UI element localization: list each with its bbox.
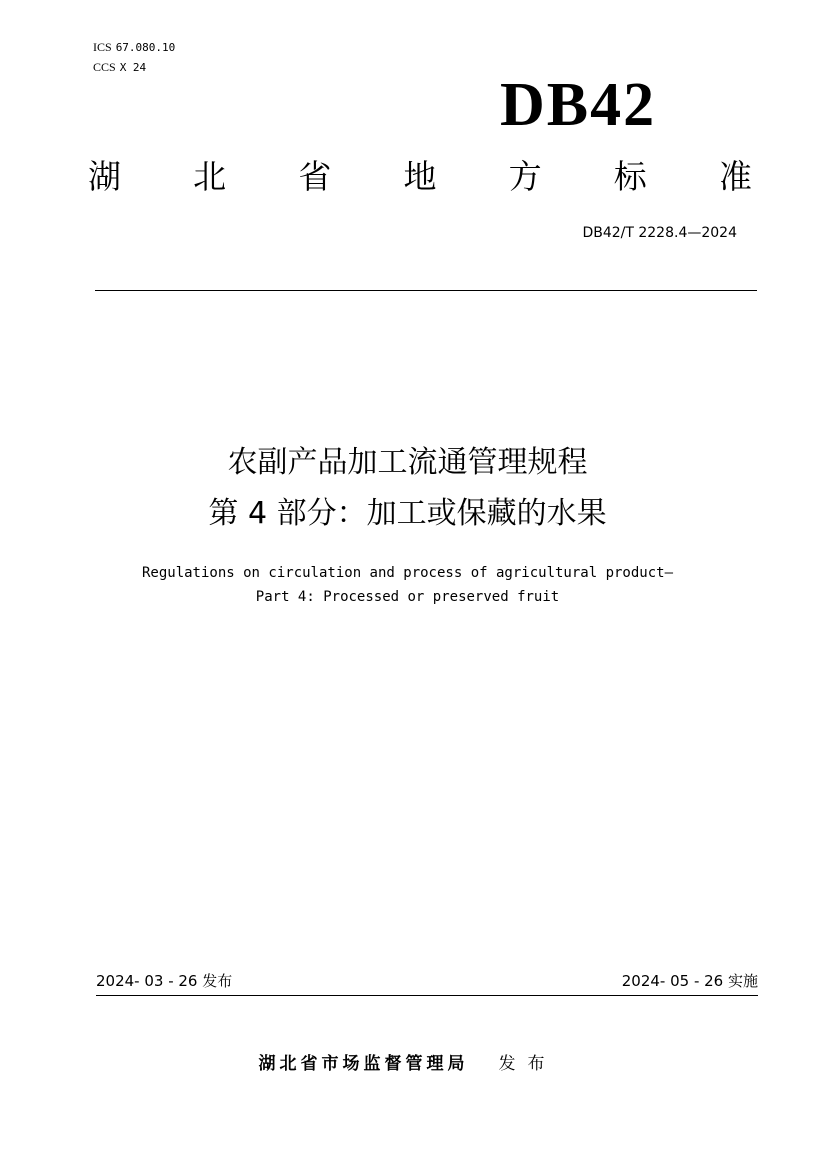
issuer-line xyxy=(0,1052,815,1076)
standard-type-char: 方 xyxy=(508,157,542,196)
title-en-line1: Regulations on circulation and process of agricultural product— xyxy=(141,565,673,581)
ics-classification xyxy=(93,40,175,55)
ccs-value: X 24 xyxy=(119,61,147,74)
publish-date: 2024- 03 - 26 发布 xyxy=(96,972,233,990)
title-en-line2: Part 4: Processed or preserved fruit xyxy=(255,589,560,605)
ccs-classification xyxy=(93,60,146,75)
dates-row xyxy=(96,971,758,991)
footer-divider xyxy=(96,995,758,996)
ccs-label: CCS xyxy=(93,60,116,74)
title-cn-line1: 农副产品加工流通管理规程 xyxy=(227,445,588,480)
standard-type-char: 省 xyxy=(298,157,332,196)
standard-type-char: 地 xyxy=(403,157,437,196)
ics-value: 67.080.10 xyxy=(115,41,176,54)
issuer-name: 湖北省市场监督管理局 xyxy=(258,1054,469,1074)
standard-type-char: 准 xyxy=(718,157,752,196)
header-divider xyxy=(95,290,757,291)
standard-type-heading xyxy=(88,155,752,199)
issue-label: 发布 xyxy=(498,1054,557,1074)
standard-type-char: 湖 xyxy=(88,157,121,196)
standard-type-char: 北 xyxy=(193,157,227,196)
ics-label: ICS xyxy=(93,40,112,54)
title-cn-line2: 第 4 部分：加工或保藏的水果 xyxy=(208,496,607,531)
standard-number: DB42/T 2228.4—2024 xyxy=(582,225,737,241)
standard-code: DB42 xyxy=(500,71,657,139)
standard-type-char: 标 xyxy=(613,157,647,196)
implement-date: 2024- 05 - 26 实施 xyxy=(621,972,758,990)
